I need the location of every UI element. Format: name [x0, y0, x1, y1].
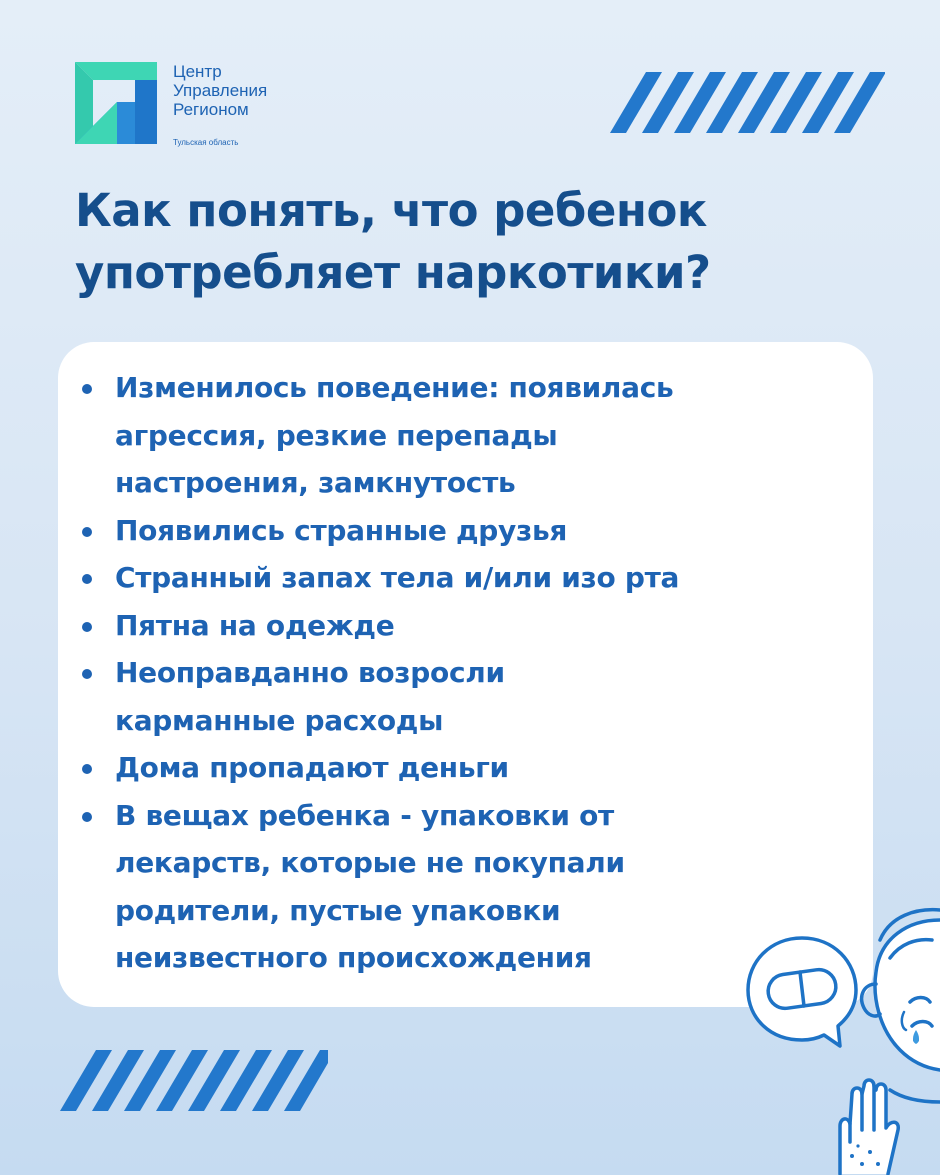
list-item-line: Появились странные друзья: [115, 513, 568, 547]
sad-child-raising-hand-icon: [740, 880, 940, 1175]
title-line-2: употребляет наркотики?: [75, 246, 711, 299]
region-management-logo-icon: [75, 62, 157, 144]
list-item: [115, 554, 875, 602]
list-item-line: агрессия, резкие перепады: [115, 418, 558, 452]
list-item-line: В вещах ребенка - упаковки от: [115, 798, 614, 832]
list-item-line: Дома пропадают деньги: [115, 751, 509, 784]
logo-region-subtitle: Тульская область: [173, 138, 239, 147]
list-item-line: Изменилось поведение: появилась: [115, 371, 674, 404]
bullet-icon: [82, 812, 92, 822]
bullet-icon: [82, 574, 92, 584]
list-item-line: неизвестного происхождения: [115, 941, 592, 974]
bullet-icon: [82, 622, 92, 632]
list-item-line: Неоправданно возросли: [115, 656, 505, 689]
bullet-icon: [82, 669, 92, 679]
list-item: [115, 602, 875, 650]
logo-wordmark: [173, 62, 267, 119]
list-item: [115, 364, 875, 507]
bullet-icon: [82, 764, 92, 774]
list-item-line: настроения, замкнутость: [115, 466, 516, 499]
list-item-line: лекарств, которые не покупали: [115, 846, 625, 879]
bullet-icon: [82, 527, 92, 537]
decorative-stripes-icon: [610, 70, 885, 135]
list-item-line: Пятна на одежде: [115, 608, 395, 642]
list-item-line: Странный запах тела и/или изо рта: [115, 561, 680, 594]
decorative-stripes-icon: [60, 1048, 330, 1113]
list-item-line: родители, пустые упаковки: [115, 893, 561, 927]
logo-line-2: Управления: [173, 81, 268, 100]
title-line-1: Как понять, что ребенок: [75, 184, 707, 237]
brand-logo: [75, 58, 335, 148]
bullet-icon: [82, 384, 92, 394]
list-item: [115, 744, 875, 792]
page-title: [75, 180, 895, 304]
list-item: [115, 507, 875, 555]
list-item-line: карманные расходы: [115, 703, 444, 737]
list-item: [115, 649, 875, 744]
logo-line-3: Регионом: [173, 100, 249, 119]
pill-speech-bubble-icon: [748, 938, 856, 1046]
logo-line-1: Центр: [173, 62, 222, 81]
